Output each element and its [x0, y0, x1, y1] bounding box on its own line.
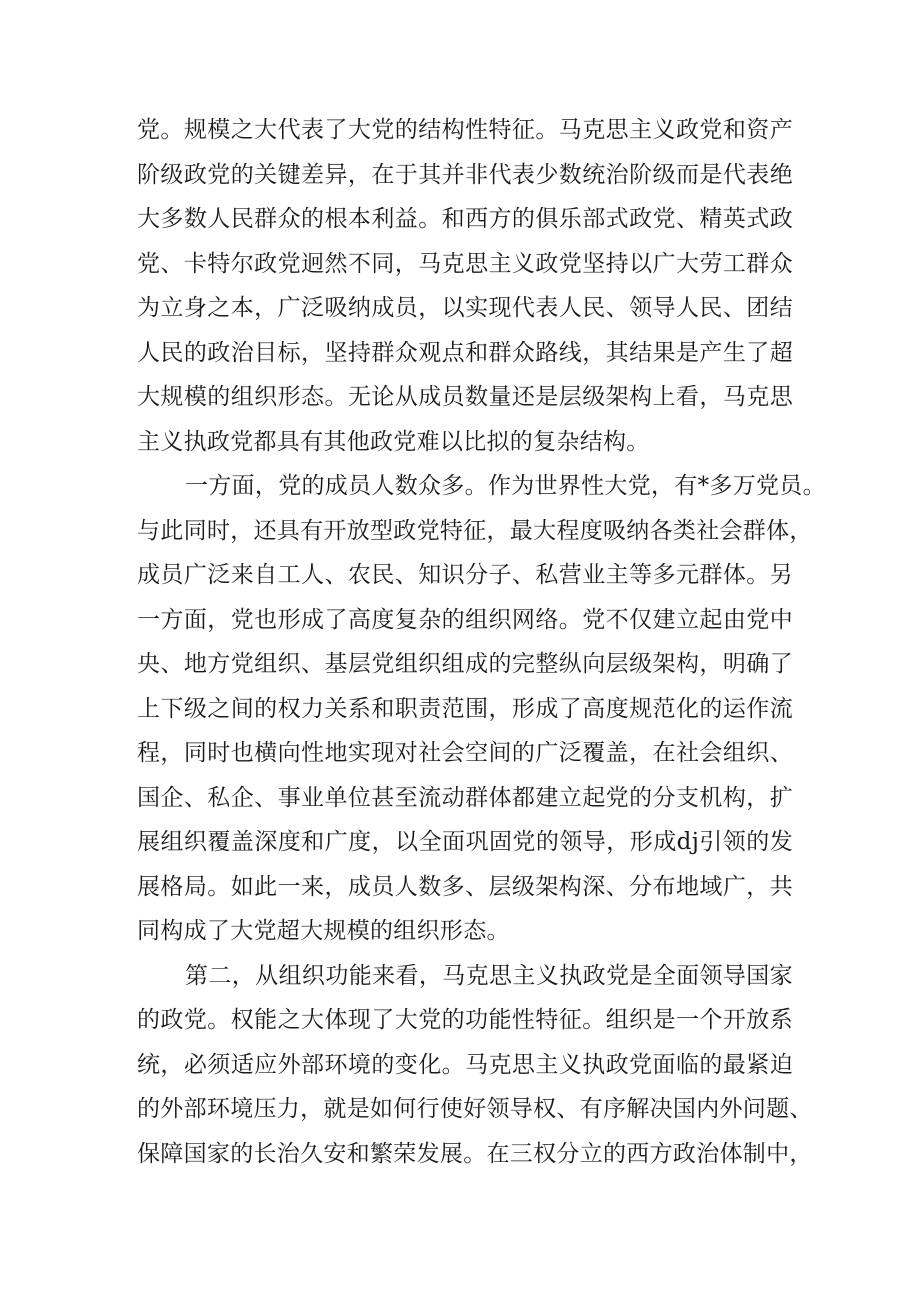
- text-line: 阶级政党的关键差异，在于其并非代表少数统治阶级而是代表绝: [137, 161, 793, 188]
- text-line: 同构成了大党超大规模的组织形态。: [137, 918, 510, 944]
- paragraph-3: [137, 954, 813, 1177]
- document-body: [137, 108, 826, 1176]
- text-line: 统，必须适应外部环境的变化。马克思主义执政党面临的最紧迫: [137, 1051, 793, 1078]
- text-line: 展格局。如此一来，成员人数多、层级架构深、分布地域广，共: [137, 873, 793, 900]
- text-line: 党、卡特尔政党迥然不同，马克思主义政党坚持以广大劳工群众: [137, 250, 793, 277]
- paragraph-2: [137, 464, 826, 954]
- text-line: 保障国家的长治久安和繁荣发展。在三权分立的西方政治体制中，: [137, 1140, 813, 1167]
- text-line: 展组织覆盖深度和广度，以全面巩固党的领导，形成dj引领的发: [137, 829, 793, 855]
- text-line: 主义执政党都具有其他政党难以比拟的复杂结构。: [137, 428, 650, 455]
- text-line: 为立身之本，广泛吸纳成员，以实现代表人民、领导人民、团结: [137, 295, 793, 321]
- text-line: 大规模的组织形态。无论从成员数量还是层级架构上看，马克思: [137, 384, 793, 410]
- text-line: 一方面，党的成员人数众多。作为世界性大党，有*多万党员。: [185, 473, 826, 499]
- text-line: 的外部环境压力，就是如何行使好领导权、有序解决国内外问题、: [137, 1096, 813, 1122]
- text-line: 大多数人民群众的根本利益。和西方的俱乐部式政党、精英式政: [137, 206, 793, 232]
- text-line: 的政党。权能之大体现了大党的功能性特征。组织是一个开放系: [137, 1007, 793, 1033]
- text-line: 国企、私企、事业单位甚至流动群体都建立起党的分支机构，扩: [137, 784, 793, 811]
- text-line: 央、地方党组织、基层党组织组成的完整纵向层级架构，明确了: [137, 651, 793, 677]
- paragraph-1: [137, 108, 793, 464]
- text-line: 第二，从组织功能来看，马克思主义执政党是全面领导国家: [185, 962, 793, 989]
- text-line: 上下级之间的权力关系和职责范围，形成了高度规范化的运作流: [137, 695, 793, 722]
- text-line: 人民的政治目标，坚持群众观点和群众路线，其结果是产生了超: [137, 339, 793, 366]
- text-line: 成员广泛来自工人、农民、知识分子、私营业主等多元群体。另: [137, 562, 793, 588]
- text-line: 程，同时也横向性地实现对社会空间的广泛覆盖，在社会组织、: [137, 740, 793, 766]
- text-line: 党。规模之大代表了大党的结构性特征。马克思主义政党和资产: [137, 117, 793, 143]
- text-line: 与此同时，还具有开放型政党特征，最大程度吸纳各类社会群体，: [137, 517, 813, 544]
- text-line: 一方面，党也形成了高度复杂的组织网络。党不仅建立起由党中: [137, 606, 793, 633]
